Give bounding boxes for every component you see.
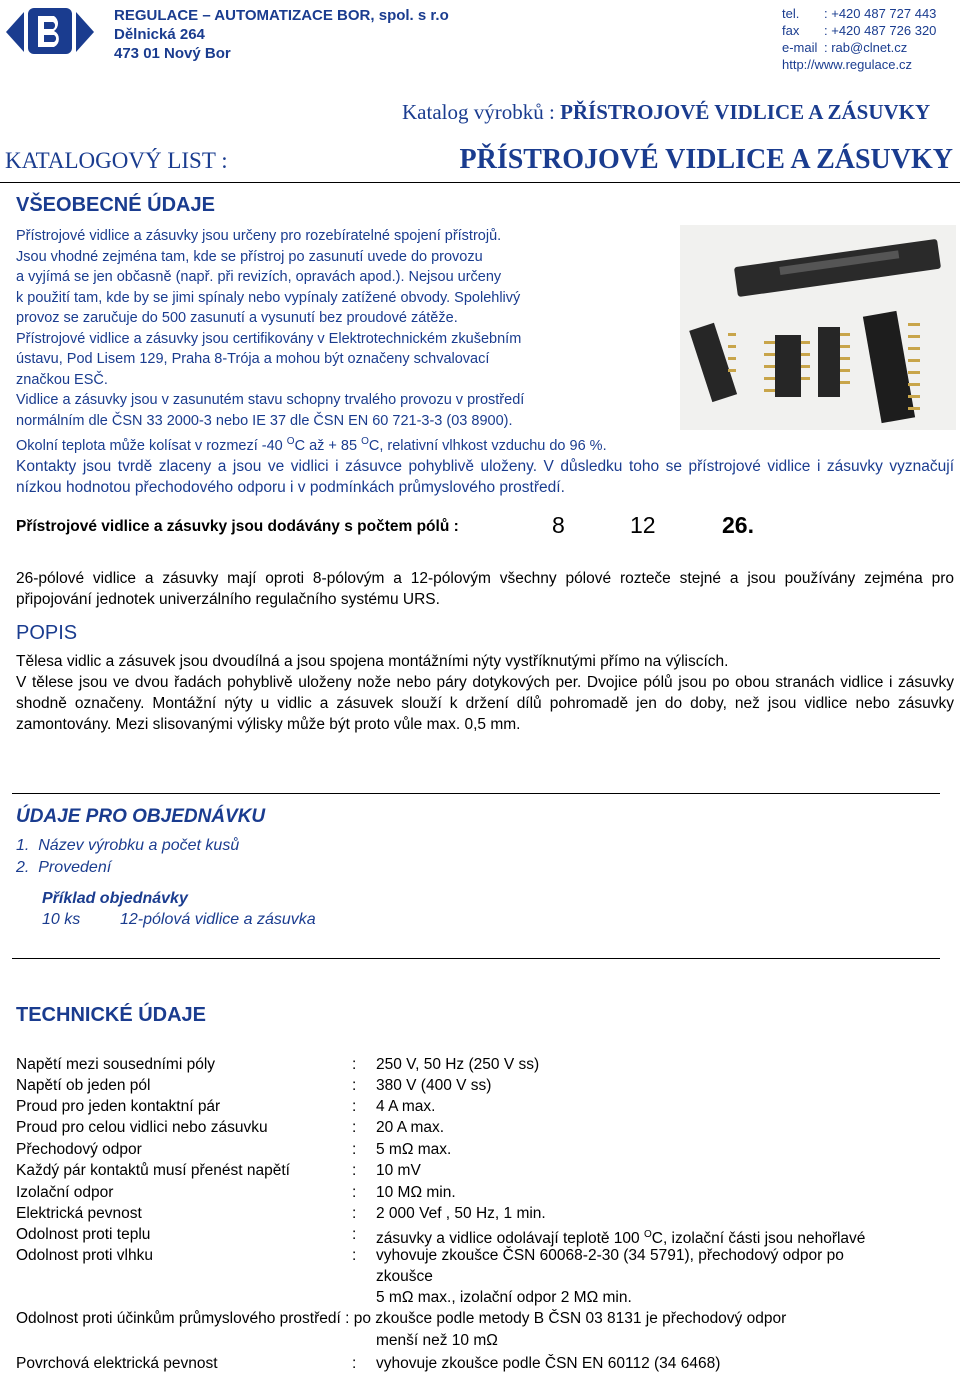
order-item: 1. Název výrobku a počet kusů bbox=[16, 837, 240, 854]
order-bottom-divider bbox=[12, 958, 940, 959]
catalog-prefix: Katalog výrobků : bbox=[402, 100, 561, 124]
degree-sup: O bbox=[286, 436, 295, 447]
tel-number: : +420 487 727 443 bbox=[824, 6, 937, 21]
chemical-resistance-value: menší než 10 mΩ bbox=[376, 1332, 498, 1349]
tech-colon: : bbox=[352, 1355, 357, 1372]
temp-text-c: C, relativní vlhkost vzduchu do 96 %. bbox=[368, 437, 607, 454]
tech-label: Odolnost proti teplu bbox=[16, 1226, 151, 1243]
tech-value: 2 000 Vef , 50 Hz, 1 min. bbox=[376, 1205, 546, 1222]
fax-number: : +420 487 726 320 bbox=[824, 23, 937, 38]
tech-label: Izolační odpor bbox=[16, 1184, 114, 1201]
pole-count: 12 bbox=[630, 512, 656, 538]
catalog-line bbox=[402, 100, 930, 125]
tech-label: Každý pár kontaktů musí přenést napětí bbox=[16, 1162, 290, 1179]
tech-value: 20 A max. bbox=[376, 1119, 445, 1136]
tech-value: 10 MΩ min. bbox=[376, 1184, 456, 1201]
tech-colon: : bbox=[352, 1098, 357, 1115]
description-paragraph: V tělese jsou ve dvou řadách pohyblivě uloženy nože nebo páry dotykových per. Dvojice pólů jsou po obou stranách vidlice i zásuvky shodně označeny. Montážní nýty u vidlic a zásuvek slouží k držení dílů pohromadě jen do doby, než jsou vidlice nebo zásuvky zamontovány. Mezi slisovanými výlisky může být proto vůle max. 0,5 mm. bbox=[16, 674, 954, 733]
connector-photo bbox=[680, 225, 956, 430]
tech-value: 380 V (400 V ss) bbox=[376, 1077, 492, 1094]
tech-label: Povrchová elektrická pevnost bbox=[16, 1355, 218, 1372]
tech-colon: : bbox=[352, 1247, 357, 1264]
order-example-label: Příklad objednávky bbox=[42, 890, 188, 907]
tech-label: Napětí ob jeden pól bbox=[16, 1077, 151, 1094]
tech-colon: : bbox=[352, 1119, 357, 1136]
order-item: 2. Provedení bbox=[16, 859, 112, 876]
website-link[interactable]: http://www.regulace.cz bbox=[782, 57, 913, 72]
general-line: provoz se zaručuje do 500 zasunutí a vysunutí bez proudové zátěže. bbox=[16, 310, 458, 326]
chemical-resistance-line: Odolnost proti účinkům průmyslového prostředí : po zkoušce podle metody B ČSN 03 8131 je přechodový odpor bbox=[16, 1310, 787, 1327]
degree-sup: O bbox=[643, 1229, 652, 1240]
order-top-divider bbox=[12, 793, 940, 794]
catalog-name: PŘÍSTROJOVÉ VIDLICE A ZÁSUVKY bbox=[560, 100, 931, 124]
email-address[interactable]: : rab@clnet.cz bbox=[824, 40, 908, 55]
tech-colon: : bbox=[352, 1056, 357, 1073]
pole-count: 26. bbox=[722, 512, 754, 538]
order-heading: ÚDAJE PRO OBJEDNÁVKU bbox=[16, 806, 266, 827]
tech-value: 4 A max. bbox=[376, 1098, 436, 1115]
general-line: k použití tam, kde by se jimi spínaly nebo vypínaly zatížené obvody. Spolehlivý bbox=[16, 289, 521, 306]
tech-label: Elektrická pevnost bbox=[16, 1205, 142, 1222]
tech-colon: : bbox=[352, 1226, 357, 1243]
tech-label: Přechodový odpor bbox=[16, 1141, 142, 1158]
general-line: normálním dle ČSN 33 2000-3 nebo IE 37 dle ČSN EN 60 721-3-3 (03 8900). bbox=[16, 412, 513, 429]
contacts-paragraph: Kontakty jsou tvrdě zlaceny a jsou ve vidlici i zásuvce pohyblivě uloženy. V důsledku toho se přístrojové vidlice i zásuvky vyznačují nízkou hodnotou přechodového odporu i v podmínkách průmyslového prostředí. bbox=[16, 458, 954, 496]
tech-colon: : bbox=[352, 1205, 357, 1222]
general-line: Přístrojové vidlice a zásuvky jsou certifikovány v Elektrotechnickém zkušebním bbox=[16, 330, 522, 347]
tech-colon: : bbox=[352, 1162, 357, 1179]
general-line: Přístrojové vidlice a zásuvky jsou určeny pro rozebíratelné spojení přístrojů. bbox=[16, 228, 502, 244]
tech-row-humidity bbox=[16, 1245, 956, 1308]
general-line: značkou ESČ. bbox=[16, 371, 108, 388]
email-label: e-mail bbox=[782, 40, 818, 55]
company-name: REGULACE – AUTOMATIZACE BOR, spol. s r.o bbox=[114, 7, 449, 24]
technical-heading: TECHNICKÉ ÚDAJE bbox=[16, 1004, 207, 1026]
general-text bbox=[16, 226, 674, 431]
temp-text-a: Okolní teplota může kolísat v rozmezí -40 bbox=[16, 437, 287, 454]
description-heading: POPIS bbox=[16, 622, 78, 644]
temperature-line bbox=[16, 432, 956, 456]
poles-line bbox=[16, 512, 956, 538]
general-heading: VŠEOBECNÉ ÚDAJE bbox=[16, 194, 215, 216]
general-line: a vyjímá se jen občasně (např. při revizích, opravách apod.). Nejsou určeny bbox=[16, 269, 502, 285]
temp-text-b: C až + 85 bbox=[294, 437, 362, 454]
sheet-label: KATALOGOVÝ LIST : bbox=[5, 148, 228, 173]
fax-label: fax bbox=[782, 23, 800, 38]
tech-colon: : bbox=[352, 1141, 357, 1158]
order-example-qty: 10 ks bbox=[42, 911, 81, 928]
company-logo bbox=[6, 6, 94, 56]
tech-label: Odolnost proti vlhku bbox=[16, 1247, 153, 1264]
humidity-line: zkoušce bbox=[376, 1268, 433, 1285]
tel-label: tel. bbox=[782, 6, 800, 21]
general-line: Vidlice a zásuvky jsou v zasunutém stavu schopny trvalého provozu v prostředí bbox=[16, 392, 525, 408]
header-divider bbox=[0, 182, 960, 183]
tech-value: 5 mΩ max. bbox=[376, 1141, 452, 1158]
tech-value: 250 V, 50 Hz (250 V ss) bbox=[376, 1056, 540, 1073]
heat-text-a: zásuvky a vidlice odolávají teplotě 100 bbox=[376, 1230, 644, 1248]
tech-value: 10 mV bbox=[376, 1162, 421, 1179]
tech-colon: : bbox=[352, 1184, 357, 1201]
pole-count: 8 bbox=[552, 512, 565, 538]
poles26-paragraph: 26-pólové vidlice a zásuvky mají oproti 8-pólovým a 12-pólovým všechny pólové rozteče stejné a jsou používány zejména pro připojování jednotek univerzálního regulačního systému URS. bbox=[16, 570, 954, 608]
tech-label: Napětí mezi sousedními póly bbox=[16, 1056, 216, 1073]
order-example-item: 12-pólová vidlice a zásuvka bbox=[120, 911, 316, 928]
tech-label: Proud pro jeden kontaktní pár bbox=[16, 1098, 221, 1115]
heat-text-b: C, izolační části jsou nehořlavé bbox=[651, 1230, 866, 1248]
poles-label: Přístrojové vidlice a zásuvky jsou dodávány s počtem pólů : bbox=[16, 518, 459, 535]
humidity-line: vyhovuje zkoušce ČSN 60068-2-30 (34 5791), přechodový odpor po bbox=[376, 1247, 844, 1264]
general-line: Jsou vhodné zejména tam, kde se přístroj po zasunutí uvede do provozu bbox=[16, 248, 483, 265]
company-street: Dělnická 264 bbox=[114, 26, 205, 43]
tech-value: vyhovuje zkoušce podle ČSN EN 60112 (34 6468) bbox=[376, 1355, 721, 1372]
tech-colon: : bbox=[352, 1077, 357, 1094]
sheet-title: PŘÍSTROJOVÉ VIDLICE A ZÁSUVKY bbox=[459, 144, 953, 175]
description-line: Tělesa vidlic a zásuvek jsou dvoudílná a jsou spojena montážními nýty vystříknutými přímo na výliscích. bbox=[16, 653, 729, 670]
tech-label: Proud pro celou vidlici nebo zásuvku bbox=[16, 1119, 268, 1136]
degree-sup: O bbox=[361, 436, 369, 447]
humidity-line: 5 mΩ max., izolační odpor 2 MΩ min. bbox=[376, 1289, 632, 1306]
tech-value bbox=[376, 1245, 956, 1308]
company-city: 473 01 Nový Bor bbox=[114, 45, 231, 62]
general-line: ústavu, Pod Lisem 129, Praha 8-Trója a mohou být označeny schvalovací bbox=[16, 351, 490, 367]
